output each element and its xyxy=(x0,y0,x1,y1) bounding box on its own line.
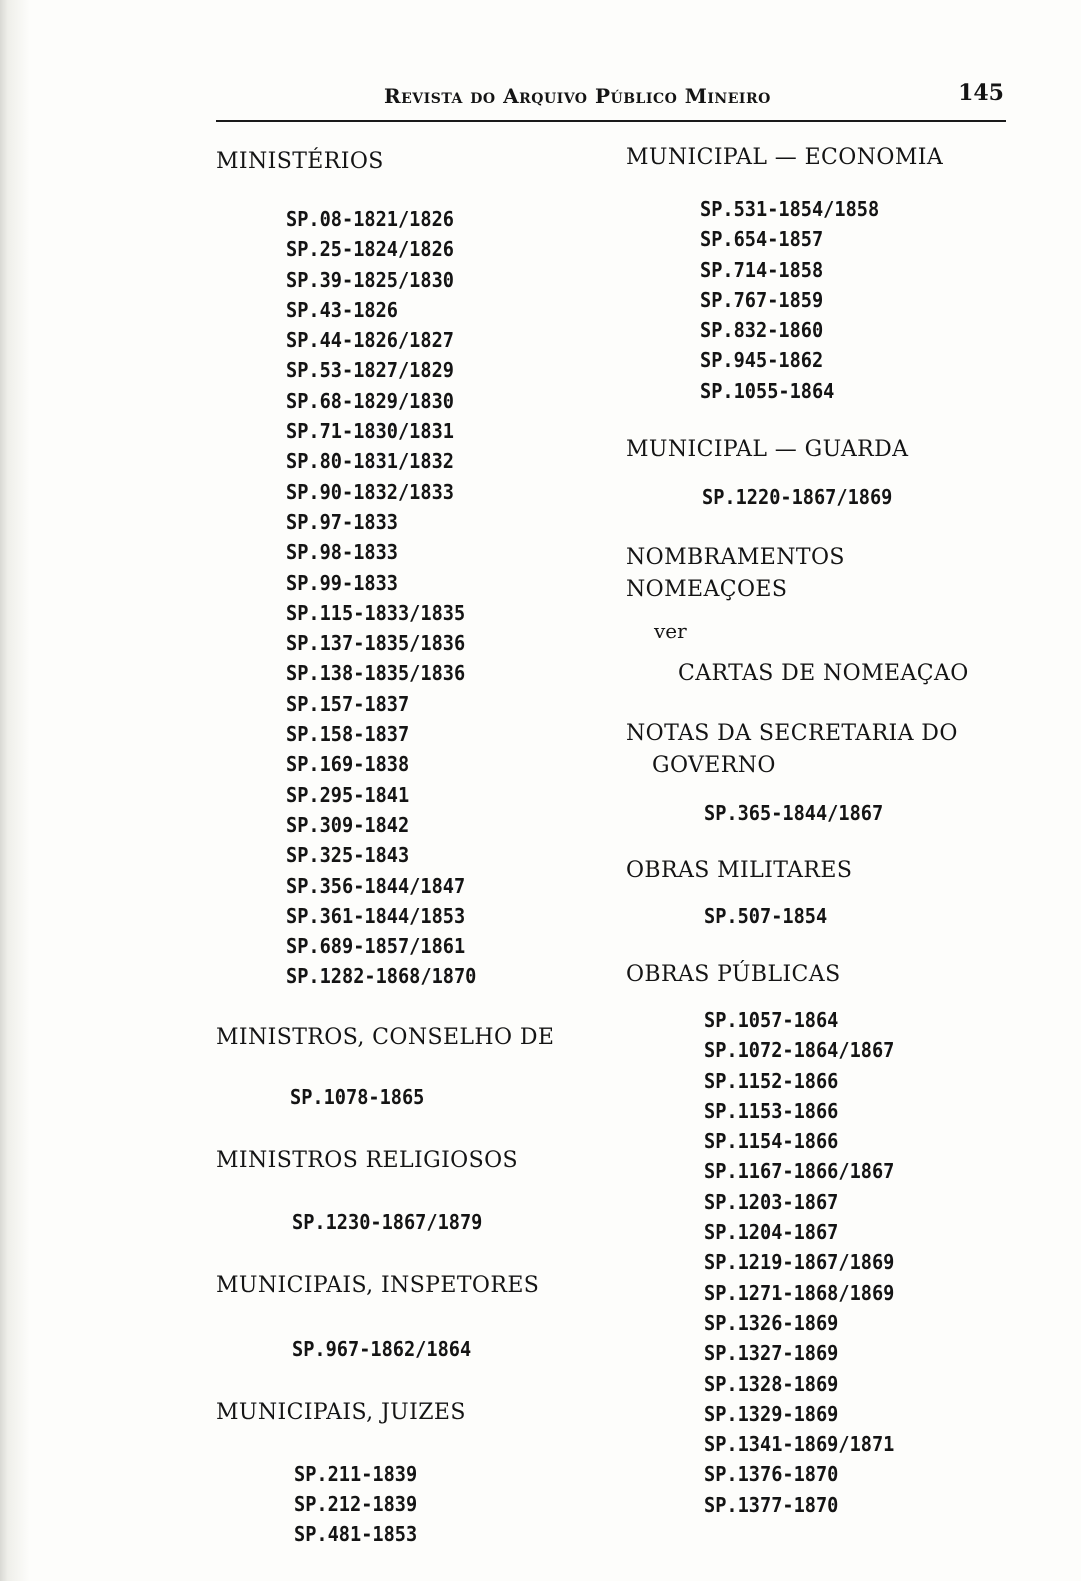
reference-entry: SP.90-1832/1833 xyxy=(286,479,454,504)
reference-entry: SP.80-1831/1832 xyxy=(286,449,454,474)
reference-entry: SP.356-1844/1847 xyxy=(286,873,466,898)
section-heading: OBRAS PÚBLICAS xyxy=(626,961,841,987)
reference-entry: SP.1219-1867/1869 xyxy=(704,1250,895,1275)
entry-list xyxy=(294,1459,596,1550)
entry-list xyxy=(702,482,1026,512)
section-heading: MUNICIPAL — GUARDA xyxy=(626,437,909,463)
reference-entry: SP.1220-1867/1869 xyxy=(702,485,893,510)
reference-entry: SP.365-1844/1867 xyxy=(704,801,884,826)
section-notas-secretaria xyxy=(626,718,1026,828)
section-heading: MINISTÉRIOS xyxy=(216,149,384,174)
reference-entry: SP.945-1862 xyxy=(700,348,824,373)
see-reference-label: ver xyxy=(654,619,687,644)
section-heading: MINISTROS RELIGIOSOS xyxy=(216,1148,518,1174)
left-column xyxy=(216,146,596,1550)
section-nombramentos xyxy=(626,542,1026,690)
entry-list xyxy=(704,1005,1026,1520)
reference-entry: SP.99-1833 xyxy=(286,570,398,595)
reference-entry: SP.169-1838 xyxy=(286,752,410,777)
section-heading: MUNICIPAL — ECONOMIA xyxy=(626,145,944,170)
reference-entry: SP.507-1854 xyxy=(704,903,828,928)
section-heading: MINISTROS, CONSELHO DE xyxy=(216,1024,555,1050)
entry-list xyxy=(704,901,1026,931)
reference-entry: SP.115-1833/1835 xyxy=(286,600,466,625)
section-municipais-juizes xyxy=(216,1397,596,1550)
section-heading: NOMEAÇOES xyxy=(626,577,788,603)
reference-entry: SP.53-1827/1829 xyxy=(286,358,454,383)
section-ministros-religiosos xyxy=(216,1145,596,1237)
reference-entry: SP.295-1841 xyxy=(286,782,410,807)
reference-entry: SP.212-1839 xyxy=(294,1491,418,1516)
entry-list xyxy=(290,1082,596,1112)
reference-entry: SP.1204-1867 xyxy=(704,1220,839,1245)
reference-entry: SP.1055-1864 xyxy=(700,378,835,403)
section-obras-publicas xyxy=(626,959,1026,1520)
section-heading-continued: GOVERNO xyxy=(652,753,776,779)
reference-entry: SP.1327-1869 xyxy=(704,1341,839,1366)
scan-edge xyxy=(0,0,30,1581)
reference-entry: SP.1078-1865 xyxy=(290,1084,425,1109)
reference-entry: SP.97-1833 xyxy=(286,509,398,534)
reference-entry: SP.25-1824/1826 xyxy=(286,237,454,262)
reference-entry: SP.1341-1869/1871 xyxy=(704,1432,895,1457)
reference-entry: SP.71-1830/1831 xyxy=(286,419,454,444)
reference-entry: SP.481-1853 xyxy=(294,1522,418,1547)
cross-reference: CARTAS DE NOMEAÇAO xyxy=(678,661,969,687)
page-number: 145 xyxy=(958,80,1004,106)
journal-title: Revista do Arquivo Público Mineiro xyxy=(384,84,771,108)
section-ministros-conselho xyxy=(216,1022,596,1112)
entry-list xyxy=(292,1334,596,1364)
reference-entry: SP.1057-1864 xyxy=(704,1007,839,1032)
reference-entry: SP.1167-1866/1867 xyxy=(704,1159,895,1184)
page-header xyxy=(216,78,1006,122)
right-column xyxy=(626,142,1026,1520)
section-heading: MUNICIPAIS, INSPETORES xyxy=(216,1273,540,1299)
section-municipais-inspetores xyxy=(216,1270,596,1364)
reference-entry: SP.1230-1867/1879 xyxy=(292,1210,483,1235)
reference-entry: SP.1203-1867 xyxy=(704,1189,839,1214)
reference-entry: SP.689-1857/1861 xyxy=(286,934,466,959)
reference-entry: SP.08-1821/1826 xyxy=(286,207,454,231)
reference-entry: SP.138-1835/1836 xyxy=(286,661,466,686)
section-heading: OBRAS MILITARES xyxy=(626,857,853,883)
reference-entry: SP.531-1854/1858 xyxy=(700,197,880,221)
reference-entry: SP.68-1829/1830 xyxy=(286,388,454,413)
reference-entry: SP.714-1858 xyxy=(700,257,824,282)
section-ministerios xyxy=(216,146,596,992)
reference-entry: SP.654-1857 xyxy=(700,227,824,252)
reference-entry: SP.1376-1870 xyxy=(704,1462,839,1487)
reference-entry: SP.832-1860 xyxy=(700,318,824,343)
section-heading: NOMBRAMENTOS xyxy=(626,545,845,571)
reference-entry: SP.157-1837 xyxy=(286,691,410,716)
section-heading: NOTAS DA SECRETARIA DO xyxy=(626,721,958,747)
reference-entry: SP.1282-1868/1870 xyxy=(286,964,477,989)
entry-list xyxy=(286,204,596,992)
reference-entry: SP.1328-1869 xyxy=(704,1371,839,1396)
reference-entry: SP.767-1859 xyxy=(700,287,824,312)
reference-entry: SP.1152-1866 xyxy=(704,1068,839,1093)
reference-entry: SP.211-1839 xyxy=(294,1461,418,1486)
reference-entry: SP.158-1837 xyxy=(286,722,410,747)
reference-entry: SP.1329-1869 xyxy=(704,1401,839,1426)
reference-entry: SP.39-1825/1830 xyxy=(286,267,454,292)
reference-entry: SP.137-1835/1836 xyxy=(286,631,466,656)
reference-entry: SP.43-1826 xyxy=(286,297,398,322)
reference-entry: SP.967-1862/1864 xyxy=(292,1337,472,1362)
reference-entry: SP.1377-1870 xyxy=(704,1492,839,1517)
reference-entry: SP.98-1833 xyxy=(286,540,398,565)
entry-list xyxy=(292,1207,596,1237)
reference-entry: SP.1072-1864/1867 xyxy=(704,1038,895,1063)
reference-entry: SP.1153-1866 xyxy=(704,1098,839,1123)
section-municipal-economia xyxy=(626,142,1026,406)
reference-entry: SP.1271-1868/1869 xyxy=(704,1280,895,1305)
entry-list xyxy=(700,194,1026,406)
reference-entry: SP.1154-1866 xyxy=(704,1129,839,1154)
reference-entry: SP.44-1826/1827 xyxy=(286,328,454,353)
reference-entry: SP.361-1844/1853 xyxy=(286,903,466,928)
section-obras-militares xyxy=(626,855,1026,931)
reference-entry: SP.325-1843 xyxy=(286,843,410,868)
reference-entry: SP.309-1842 xyxy=(286,812,410,837)
reference-entry: SP.1326-1869 xyxy=(704,1310,839,1335)
entry-list xyxy=(704,798,1026,828)
section-municipal-guarda xyxy=(626,434,1026,512)
section-heading: MUNICIPAIS, JUIZES xyxy=(216,1399,466,1425)
